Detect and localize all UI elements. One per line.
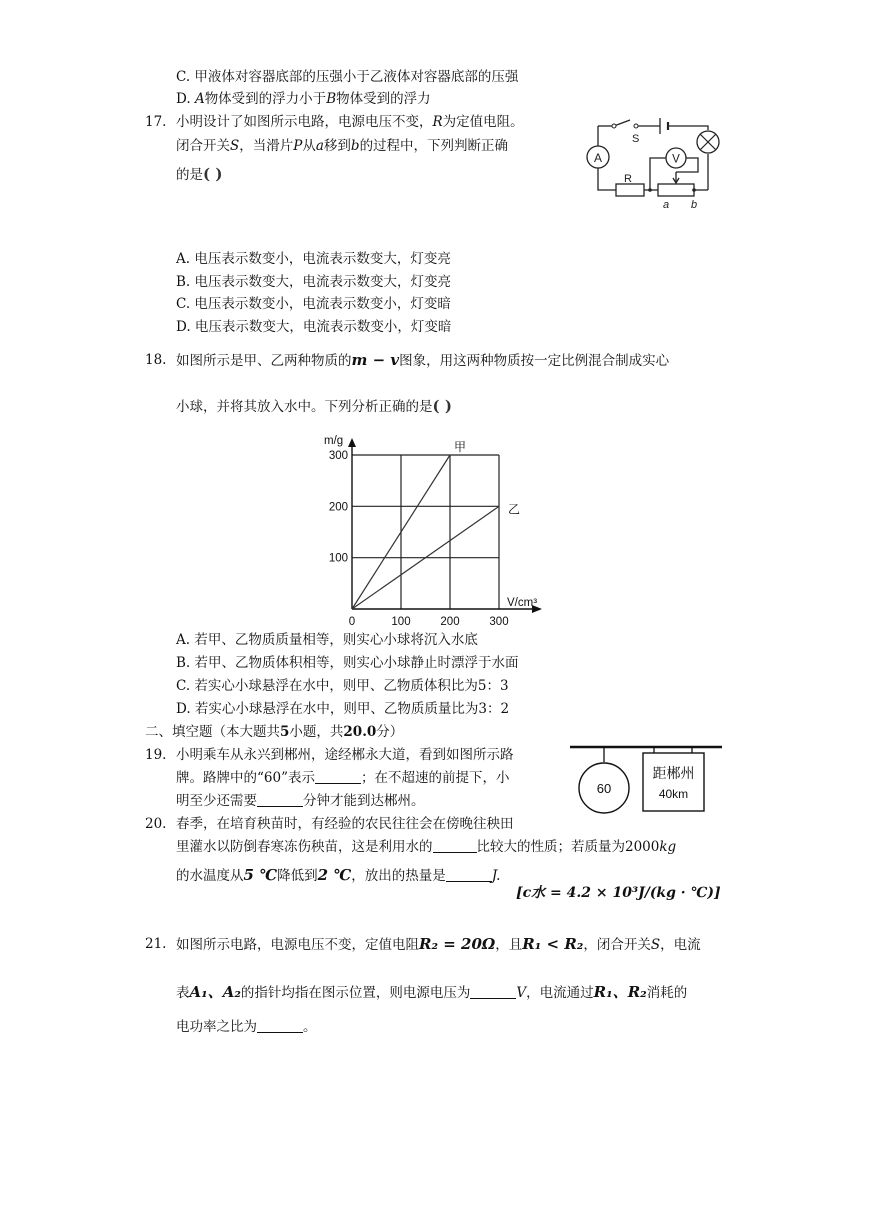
q21-stem-line2: 表A₁、A₂的指针均指在图示位置，则电源电压为 V，电流通过R₁、R₂消耗的 bbox=[176, 983, 688, 1001]
x-tick-label: 100 bbox=[391, 616, 411, 628]
switch-label: S bbox=[632, 133, 640, 145]
q16-option-c: C. 甲液体对容器底部的压强小于乙液体对容器底部的压强 bbox=[176, 69, 519, 85]
math-m-v: m − v bbox=[351, 351, 400, 369]
road-sign-figure bbox=[566, 738, 726, 818]
blank-q19-1 bbox=[315, 769, 361, 784]
series-label: 乙 bbox=[508, 502, 521, 517]
q19-number: 19. bbox=[145, 747, 167, 763]
distance-sign bbox=[643, 753, 704, 811]
q17-option-a: A. 电压表示数变小，电流表示数变大，灯变亮 bbox=[176, 251, 451, 267]
distance-sign-distance: 40km bbox=[658, 787, 689, 801]
q19-stem-line3: 明至少还需要 分钟才能到达郴州。 bbox=[176, 793, 425, 809]
slider-end-a: a bbox=[663, 199, 670, 211]
q21-stem-line1: 如图所示电路，电源电压不变，定值电阻R₂ = 20Ω，且R₁ < R₂，闭合开关S，电流 bbox=[176, 935, 701, 953]
distance-sign-destination: 距郴州 bbox=[652, 766, 695, 782]
x-tick-label: 200 bbox=[440, 616, 460, 628]
slider-end-b: b bbox=[691, 199, 698, 211]
blank-q21-2 bbox=[257, 1018, 303, 1033]
answer-bracket: ( ) bbox=[432, 397, 452, 415]
answer-bracket: ( ) bbox=[203, 165, 223, 183]
q21-number: 21. bbox=[145, 936, 167, 952]
blank-q20-2 bbox=[446, 867, 492, 882]
series-label: 甲 bbox=[454, 440, 467, 454]
q17-number: 17. bbox=[145, 114, 167, 130]
specific-heat-formula: [c水 = 4.2 × 10³J/(kg · ℃)] bbox=[516, 885, 721, 901]
q20-stem-line3: 的水温度从5 ℃降低到2 ℃，放出的热量是 J. bbox=[176, 866, 501, 884]
q17-option-b: B. 电压表示数变大，电流表示数变大，灯变亮 bbox=[176, 274, 452, 290]
q20-stem-line1: 春季，在培育秧苗时，有经验的农民往往会在傍晚往秧田 bbox=[176, 816, 514, 832]
speed-limit-value: 60 bbox=[596, 781, 612, 796]
resistor-label: R bbox=[624, 173, 632, 185]
q17-option-d: D. 电压表示数变大，电流表示数变小，灯变暗 bbox=[176, 319, 452, 335]
q18-option-d: D. 若实心小球悬浮在水中，则甲、乙物质质量比为3：2 bbox=[176, 701, 510, 717]
y-tick-label: 200 bbox=[328, 501, 348, 514]
q18-option-c: C. 若实心小球悬浮在水中，则甲、乙物质体积比为5：3 bbox=[176, 678, 509, 694]
q17-stem-line3: 的是( ) bbox=[176, 165, 223, 183]
q17-option-c: C. 电压表示数变小，电流表示数变小，灯变暗 bbox=[176, 296, 451, 312]
m-v-chart bbox=[318, 432, 558, 632]
q18-stem-line1: 如图所示是甲、乙两种物质的m − v图象，用这两种物质按一定比例混合制成实心 bbox=[176, 351, 670, 369]
y-axis-arrow bbox=[348, 438, 356, 447]
q20-stem-line2: 里灌水以防倒春寒冻伤秧苗，这是利用水的 比较大的性质；若质量为2000kg bbox=[176, 839, 677, 855]
q20-number: 20. bbox=[145, 816, 167, 832]
y-axis-title: m/g bbox=[324, 435, 344, 447]
q18-number: 18. bbox=[145, 352, 167, 368]
q19-stem-line2: 牌。路牌中的“60”表示 ；在不超速的前提下，小 bbox=[176, 770, 510, 786]
q19-stem-line1: 小明乘车从永兴到郴州，途经郴永大道，看到如图所示路 bbox=[176, 747, 514, 763]
q17-stem-line1: 小明设计了如图所示电路，电源电压不变，R为定值电阻。 bbox=[176, 114, 524, 130]
q16-option-d: D. A物体受到的浮力小于B物体受到的浮力 bbox=[176, 91, 431, 107]
q18-option-a: A. 若甲、乙物质质量相等，则实心小球将沉入水底 bbox=[176, 632, 478, 648]
blank-q19-2 bbox=[257, 792, 303, 807]
section-title: 二、填空题（本大题共5小题，共20.0分） bbox=[145, 724, 404, 740]
x-axis-title: V/cm³ bbox=[507, 597, 538, 609]
voltmeter-label: V bbox=[672, 153, 680, 166]
q17-stem-line2: 闭合开关S，当滑片P从a移到b的过程中，下列判断正确 bbox=[176, 138, 509, 154]
ammeter-label: A bbox=[593, 151, 603, 165]
q17-circuit-diagram bbox=[586, 112, 726, 212]
x-tick-label: 300 bbox=[489, 616, 509, 628]
y-tick-label: 300 bbox=[328, 450, 348, 462]
q18-stem-line2: 小球，并将其放入水中。下列分析正确的是( ) bbox=[176, 397, 452, 415]
origin-label: 0 bbox=[348, 616, 356, 628]
blank-q21-1 bbox=[470, 984, 516, 999]
blank-q20-1 bbox=[433, 838, 477, 853]
y-tick-label: 100 bbox=[328, 552, 348, 565]
q21-stem-line3: 电功率之比为 。 bbox=[176, 1019, 317, 1035]
q18-option-b: B. 若甲、乙物质体积相等，则实心小球静止时漂浮于水面 bbox=[176, 655, 519, 671]
